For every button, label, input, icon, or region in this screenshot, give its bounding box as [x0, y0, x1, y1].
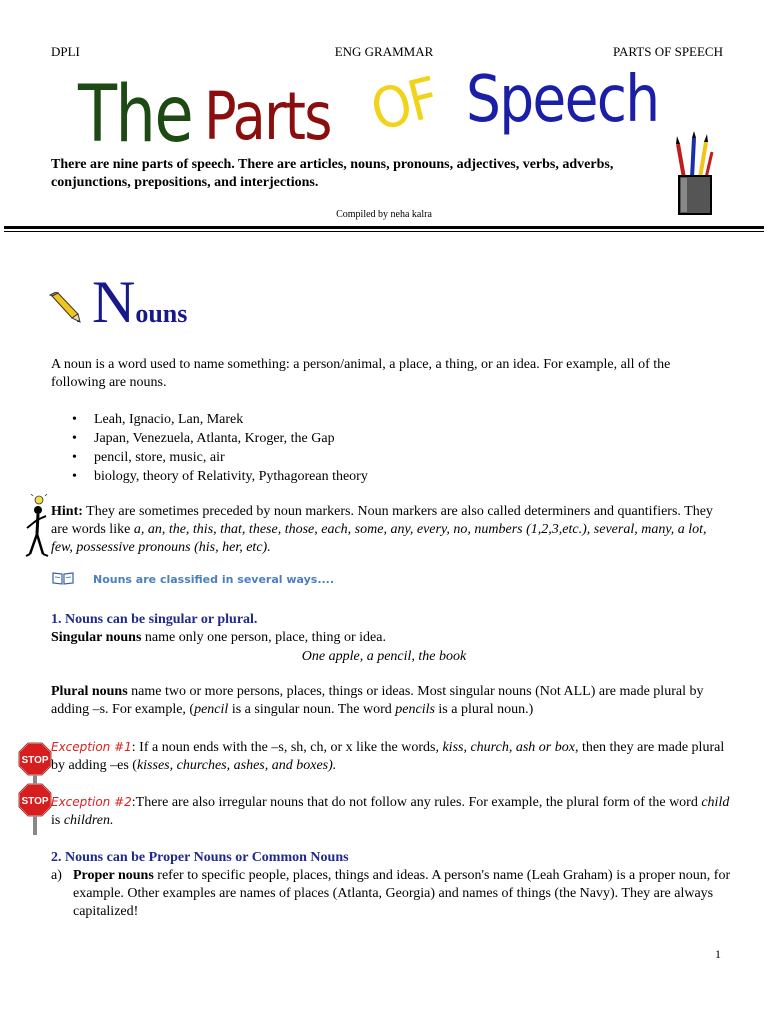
noun-examples-list — [94, 410, 368, 486]
stop-sign-label: STOP — [21, 755, 49, 766]
title-word-the: The — [78, 70, 193, 160]
exception-2-text: :There are also irregular nouns that do not follow any rules. For example, the plural form of the word — [131, 795, 702, 810]
exception-1-label: Exception #1 — [51, 740, 132, 754]
page-number: 1 — [715, 947, 721, 961]
plural-label: Plural nouns — [51, 684, 128, 699]
nouns-heading — [92, 268, 187, 337]
title-word-speech: Speech — [466, 63, 659, 137]
pencil-cup-icon — [672, 130, 718, 216]
title-word-of: OF — [364, 65, 444, 145]
plural-text: is a plural noun.) — [434, 702, 534, 717]
plural-italic: pencil — [194, 702, 229, 717]
hint-text: They are sometimes preceded by noun markers. Noun markers are also called determiners and quantifiers. They are words like — [51, 504, 713, 537]
nouns-heading-rest: ouns — [135, 299, 188, 328]
proper-text: refer to specific people, places, things and ideas. A person's name (Leah Graham) is a proper noun, for example. Other examples are names of places (Atlanta, Georgia) and names of things (the Navy). They are always capitalized! — [73, 868, 731, 919]
plural-italic: pencils — [395, 702, 435, 717]
hint-examples: a, an, the, this, that, these, those, each, some, any, every, no, numbers (1,2,3,etc.), several, many, a lot, few, possessive pronouns (his, her, etc). — [51, 522, 707, 555]
singular-label: Singular nouns — [51, 630, 142, 645]
section-2-heading: 2. Nouns can be Proper Nouns or Common Nouns — [51, 850, 349, 865]
plural-text: is a singular noun. The word — [228, 702, 396, 717]
singular-example: One apple, a pencil, the book — [301, 649, 467, 664]
exception-2-label: Exception #2 — [51, 795, 132, 809]
hint-paragraph — [51, 503, 721, 557]
singular-text: name only one person, place, thing or idea. — [141, 630, 386, 645]
singular-paragraph — [51, 629, 731, 647]
header-right: PARTS OF SPEECH — [612, 44, 723, 59]
divider-thin — [4, 231, 764, 232]
exception-2-paragraph — [51, 793, 731, 830]
exception-1-text: : If a noun ends with the –s, sh, ch, or x like the words, — [131, 740, 443, 755]
proper-nouns-paragraph — [73, 867, 733, 921]
stop-sign-label: STOP — [21, 796, 49, 807]
intro-paragraph: There are nine parts of speech. There are articles, nouns, pronouns, adjectives, verbs, adverbs, conjunctions, prepositions, and interjections. — [51, 157, 614, 190]
stop-sign-icon — [18, 783, 52, 835]
list-item: • Japan, Venezuela, Atlanta, Kroger, the Gap — [94, 429, 368, 448]
list-item: • pencil, store, music, air — [94, 448, 368, 467]
exception-2-italic: children. — [63, 813, 114, 828]
noun-definition: A noun is a word used to name something: a person/animal, a place, a thing, or an idea. For example, all of the following are nouns. — [51, 357, 671, 390]
exception-1-paragraph — [51, 738, 731, 775]
title-word-parts: Parts — [204, 78, 331, 155]
exception-2-text: is — [51, 813, 64, 828]
lightbulb-figure-icon — [22, 494, 52, 564]
header-left: DPLI — [51, 44, 80, 59]
plural-text: name two or more persons, places, things or ideas. Most singular nouns (Not ALL) are made plural by adding –s. For example, ( — [51, 684, 704, 717]
hint-label: Hint: — [51, 504, 83, 519]
exception-1-text: , then they are made plural by adding –es ( — [51, 740, 725, 773]
header-center: ENG GRAMMAR — [334, 44, 434, 59]
list-item: • Leah, Ignacio, Lan, Marek — [94, 410, 368, 429]
classified-note: Nouns are classified in several ways.... — [93, 573, 335, 586]
proper-label: Proper nouns — [73, 868, 154, 883]
plural-paragraph — [51, 683, 721, 719]
nouns-heading-initial: N — [92, 269, 136, 335]
exception-1-italic: kiss, church, ash or box — [442, 740, 575, 755]
item-marker: a) — [51, 868, 62, 883]
compiled-by: Compiled by neha kalra — [336, 209, 432, 220]
exception-2-italic: child — [701, 795, 730, 810]
list-item: • biology, theory of Relativity, Pythagorean theory — [94, 467, 368, 486]
section-1-heading: 1. Nouns can be singular or plural. — [51, 612, 258, 627]
divider-thick — [4, 226, 764, 229]
exception-1-italic: kisses, churches, ashes, and boxes). — [136, 758, 337, 773]
book-icon — [52, 571, 74, 585]
pencil-icon — [48, 292, 82, 324]
